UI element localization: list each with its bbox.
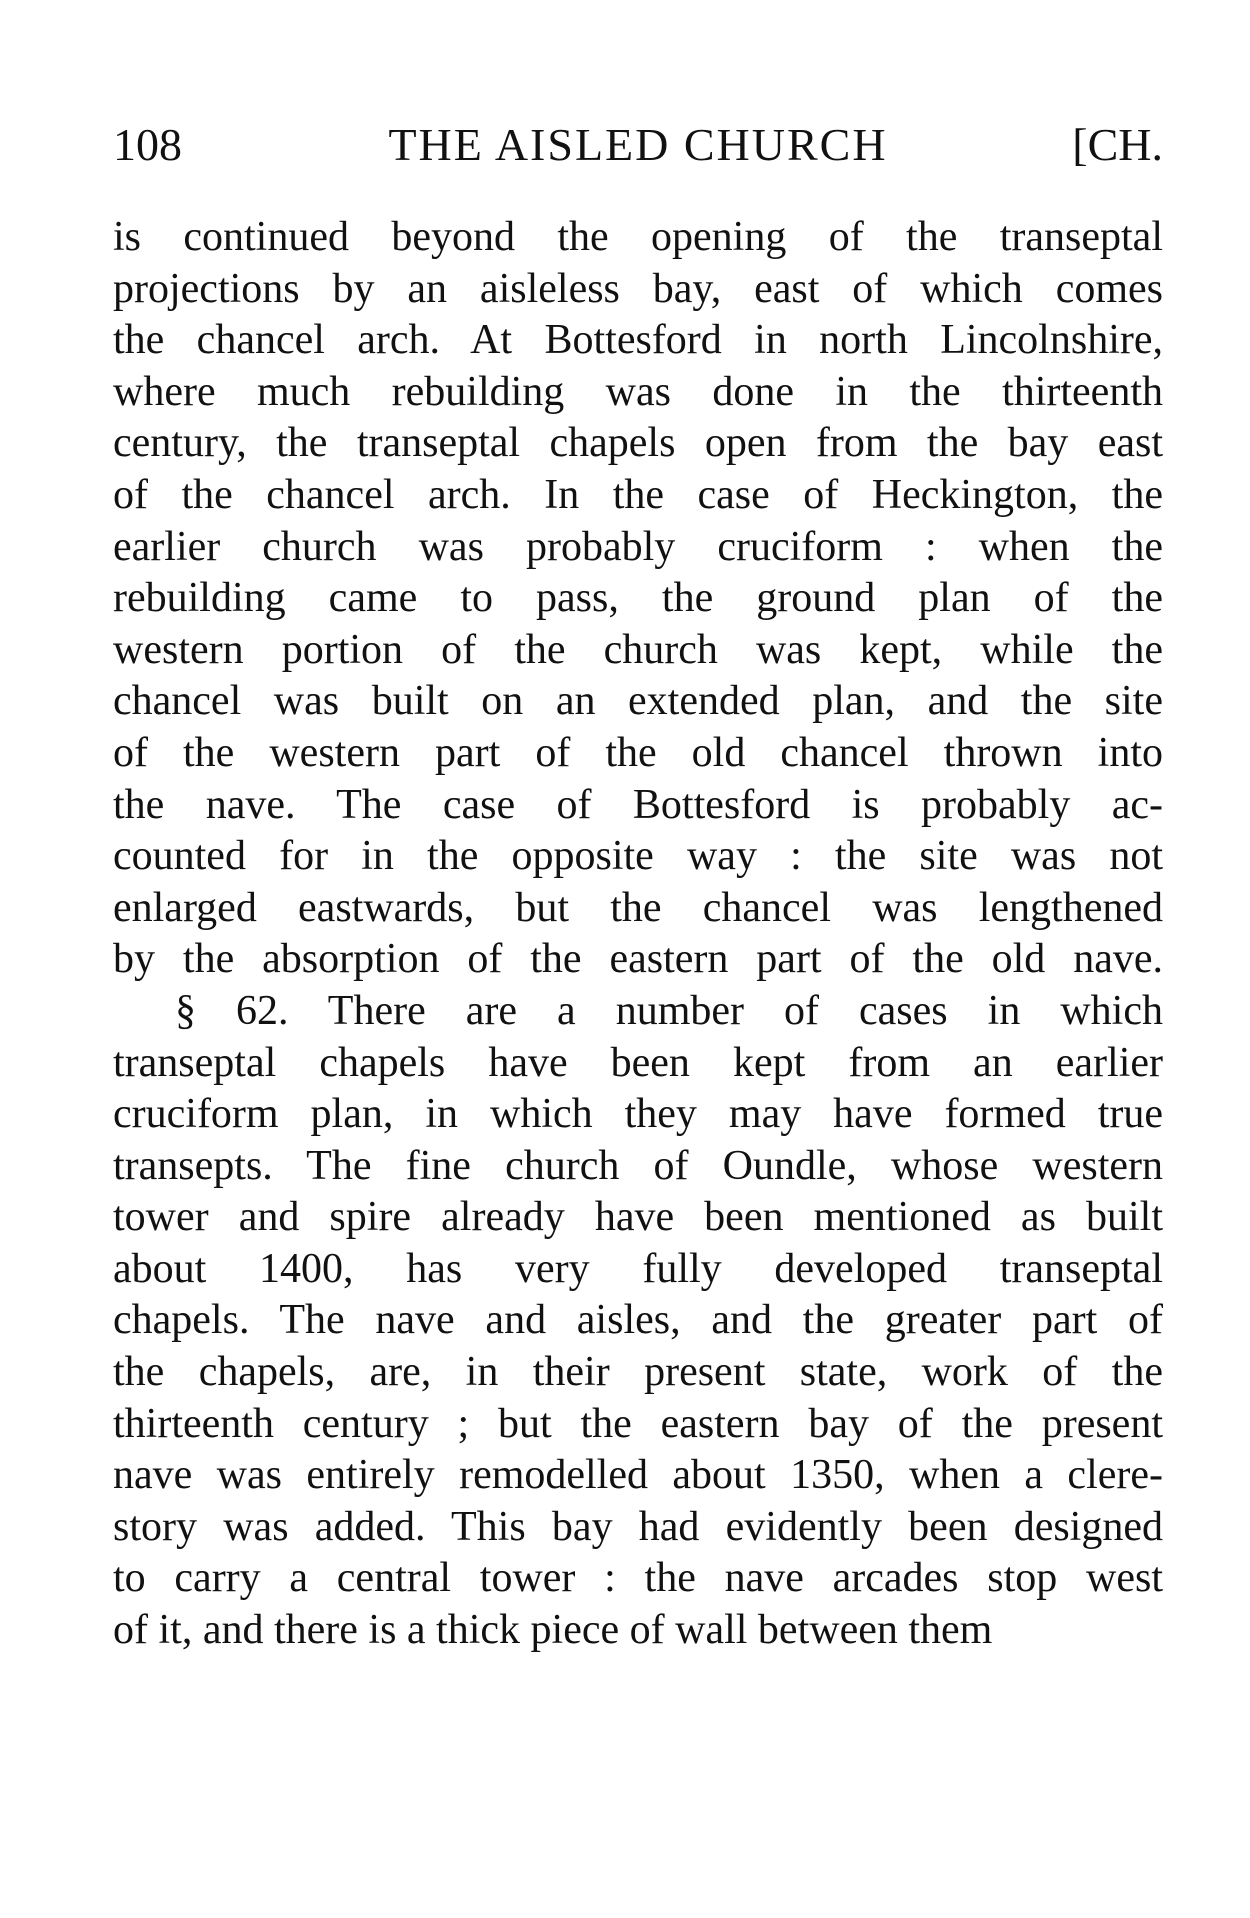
text-line: transeptal chapels have been kept from an earlier	[113, 1039, 1163, 1086]
text-line: where much rebuilding was done in the thirteenth	[113, 368, 1163, 415]
text-line: to carry a central tower : the nave arcades stop west	[113, 1555, 1163, 1602]
text-line: earlier church was probably cruciform : when the	[113, 523, 1163, 570]
text-line: transepts. The fine church of Oundle, whose western	[113, 1142, 1163, 1189]
text-line: the chancel arch. At Bottesford in north Lincolnshire,	[113, 317, 1163, 364]
text-line: cruciform plan, in which they may have formed true	[113, 1091, 1163, 1138]
text-line: projections by an aisleless bay, east of which comes	[113, 265, 1163, 312]
running-header	[113, 118, 1163, 178]
text-line: enlarged eastwards, but the chancel was lengthened	[113, 884, 1163, 931]
text-line: story was added. This bay had evidently been designed	[113, 1503, 1163, 1550]
text-line: century, the transeptal chapels open from the bay east	[113, 420, 1163, 467]
text-line: about 1400, has very fully developed transeptal	[113, 1245, 1163, 1292]
section-62-start: § 62. There are a number of cases in which	[175, 987, 1163, 1034]
text-line: rebuilding came to pass, the ground plan of the	[113, 575, 1163, 622]
text-line: thirteenth century ; but the eastern bay of the present	[113, 1400, 1163, 1447]
text-line: chancel was built on an extended plan, and the site	[113, 678, 1163, 725]
text-line: counted for in the opposite way : the site was not	[113, 833, 1163, 880]
text-line: by the absorption of the eastern part of the old nave.	[113, 936, 1163, 983]
body-text	[113, 212, 1163, 1657]
page-number: 108	[113, 119, 182, 170]
text-line: of the chancel arch. In the case of Heckington, the	[113, 471, 1163, 518]
running-title: THE AISLED CHURCH	[388, 119, 888, 170]
text-line: the chapels, are, in their present state, work of the	[113, 1349, 1163, 1396]
text-line: of the western part of the old chancel thrown into	[113, 729, 1163, 776]
chapter-mark: [CH.	[1072, 119, 1163, 170]
text-line: nave was entirely remodelled about 1350, when a clere-	[113, 1452, 1163, 1499]
text-line: is continued beyond the opening of the transeptal	[113, 214, 1163, 260]
text-line: western portion of the church was kept, while the	[113, 626, 1163, 673]
text-line: the nave. The case of Bottesford is probably ac-	[113, 781, 1163, 828]
text-line: chapels. The nave and aisles, and the greater part of	[113, 1297, 1163, 1344]
text-line: tower and spire already have been mentioned as built	[113, 1194, 1163, 1241]
text-line: of it, and there is a thick piece of wall between them	[113, 1607, 993, 1654]
